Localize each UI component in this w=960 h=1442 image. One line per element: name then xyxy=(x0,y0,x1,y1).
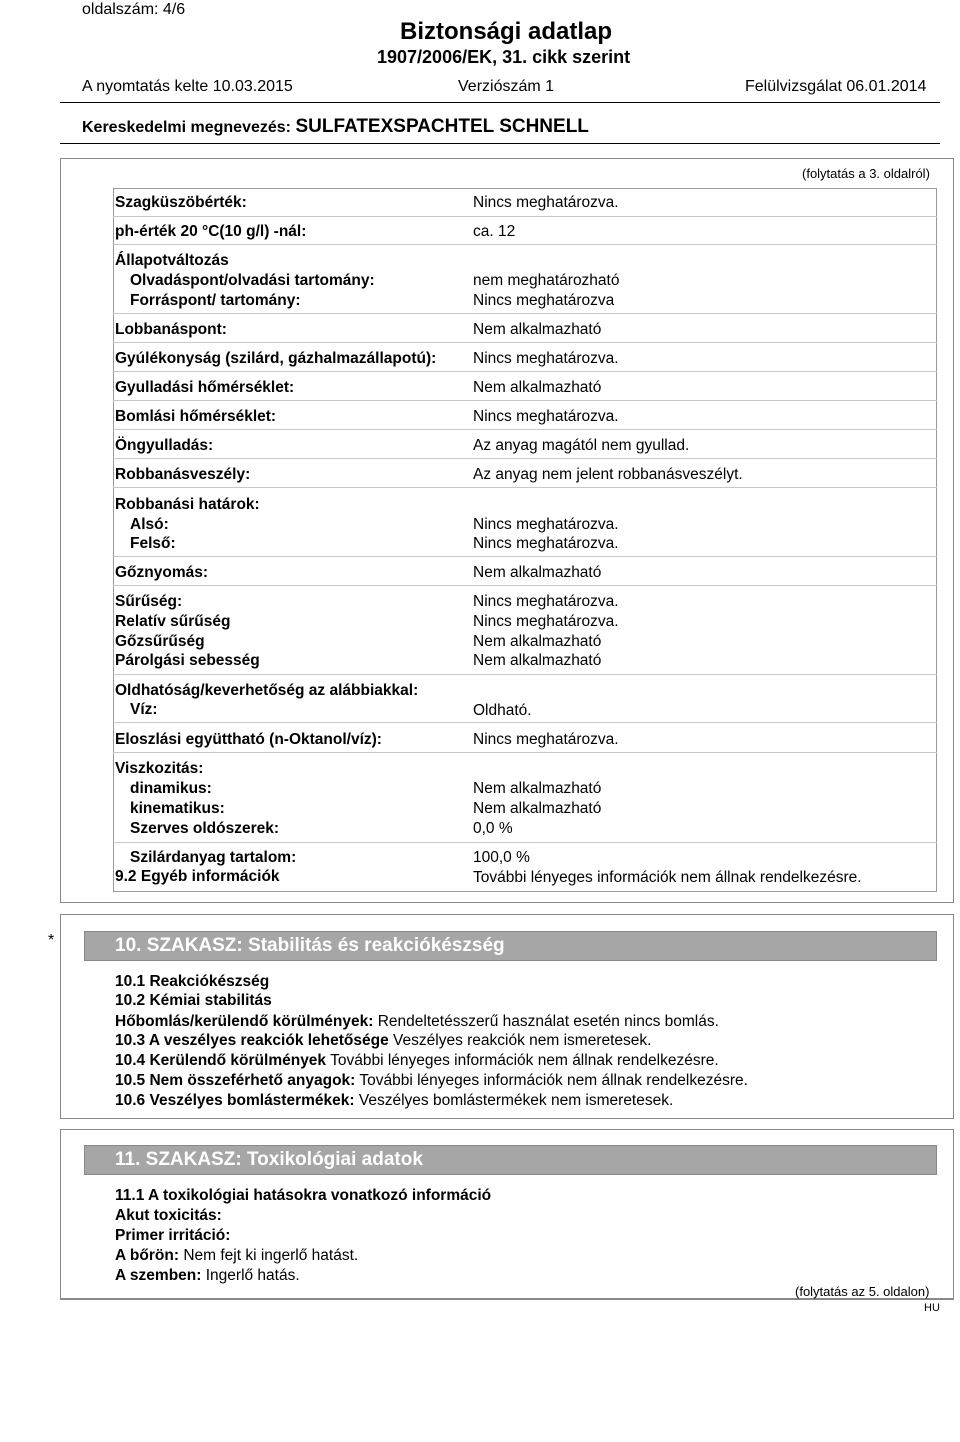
flash-point-value: Nem alkalmazható xyxy=(473,321,602,338)
explosion-limits-heading: Robbanási határok: xyxy=(115,496,260,513)
organic-solvents-label: Szerves oldószerek: xyxy=(130,820,280,837)
water-label: Víz: xyxy=(130,701,158,718)
divider xyxy=(113,722,937,723)
divider xyxy=(113,487,937,488)
acute-toxicity-heading: Akut toxicitás: xyxy=(115,1207,222,1224)
ph-label: ph-érték 20 °C(10 g/l) -nál: xyxy=(115,223,307,240)
upper-limit-value: Nincs meghatározva. xyxy=(473,535,619,552)
ignition-temp-label: Gyulladási hőmérséklet: xyxy=(115,379,295,396)
trade-divider xyxy=(60,143,940,144)
flammability-value: Nincs meghatározva. xyxy=(473,350,619,367)
divider xyxy=(113,371,937,372)
primary-irritation-heading: Primer irritáció: xyxy=(115,1227,231,1244)
skin-line xyxy=(115,1247,358,1265)
divider xyxy=(113,313,937,314)
divider xyxy=(113,585,937,586)
lower-limit-label: Alsó: xyxy=(130,516,169,533)
divider xyxy=(113,674,937,675)
solids-content-value: 100,0 % xyxy=(473,849,530,866)
header-divider xyxy=(60,102,940,103)
boiling-label: Forráspont/ tartomány: xyxy=(130,292,301,309)
trade-name-line xyxy=(82,116,589,138)
conditions-to-avoid-label: 10.4 Kerülendő körülmények xyxy=(115,1052,327,1069)
section-10-title: 10. SZAKASZ: Stabilitás és reakciókészség xyxy=(84,931,937,961)
odor-threshold-value: Nincs meghatározva. xyxy=(473,194,619,211)
decomposition-value: Rendeltetésszerű használat esetén nincs bomlás. xyxy=(377,1013,719,1030)
continued-from: (folytatás a 3. oldalról) xyxy=(802,166,930,181)
boiling-value: Nincs meghatározva xyxy=(473,292,615,309)
chemical-stability-heading: 10.2 Kémiai stabilitás xyxy=(115,992,272,1009)
hazardous-reactions-line xyxy=(115,1032,651,1050)
dynamic-viscosity-value: Nem alkalmazható xyxy=(473,780,602,797)
eye-line xyxy=(115,1267,300,1285)
divider xyxy=(113,244,937,245)
document-title: Biztonsági adatlap xyxy=(400,18,613,45)
vapor-pressure-value: Nem alkalmazható xyxy=(473,564,602,581)
relative-density-value: Nincs meghatározva. xyxy=(473,613,619,630)
odor-threshold-label: Szagküszöbérték: xyxy=(115,194,247,211)
flash-point-label: Lobbanáspont: xyxy=(115,321,227,338)
footer-divider xyxy=(60,1299,954,1300)
lower-limit-value: Nincs meghatározva. xyxy=(473,516,619,533)
decomposition-line xyxy=(115,1013,719,1031)
decomposition-products-line xyxy=(115,1092,673,1110)
language-code: HU xyxy=(924,1302,940,1314)
document-subtitle: 1907/2006/EK, 31. cikk szerint xyxy=(377,47,631,67)
eye-label: A szemben: xyxy=(115,1267,202,1284)
reactivity-heading: 10.1 Reakciókészség xyxy=(115,973,270,990)
skin-value: Nem fejt ki ingerlő hatást. xyxy=(183,1247,359,1264)
evaporation-rate-label: Párolgási sebesség xyxy=(115,652,260,669)
print-date: A nyomtatás kelte 10.03.2015 xyxy=(82,78,293,95)
melting-value: nem meghatározható xyxy=(473,272,620,289)
divider xyxy=(113,556,937,557)
incompatible-materials-value: További lényeges információk nem állnak rendelkezésre. xyxy=(359,1072,748,1089)
divider xyxy=(113,842,937,843)
self-ignition-label: Öngyulladás: xyxy=(115,437,214,454)
eye-value: Ingerlő hatás. xyxy=(205,1267,300,1284)
explosion-hazard-label: Robbanásveszély: xyxy=(115,466,251,483)
water-value: Oldható. xyxy=(473,702,532,719)
page-number: oldalszám: 4/6 xyxy=(82,1,186,18)
vapor-density-value: Nem alkalmazható xyxy=(473,633,602,650)
ph-value: ca. 12 xyxy=(473,223,516,240)
decomposition-temp-label: Bomlási hőmérséklet: xyxy=(115,408,277,425)
melting-label: Olvadáspont/olvadási tartomány: xyxy=(130,272,375,289)
continued-to: (folytatás az 5. oldalon) xyxy=(795,1284,930,1299)
density-label: Sűrűség: xyxy=(115,593,183,610)
section-11-title: 11. SZAKASZ: Toxikológiai adatok xyxy=(84,1145,937,1175)
divider xyxy=(113,400,937,401)
kinematic-viscosity-label: kinematikus: xyxy=(130,800,225,817)
decomposition-products-value: Veszélyes bomlástermékek nem ismeretesek. xyxy=(358,1092,674,1109)
version-number: Verziószám 1 xyxy=(458,78,555,95)
relative-density-label: Relatív sűrűség xyxy=(115,613,231,630)
hazardous-reactions-label: 10.3 A veszélyes reakciók lehetősége xyxy=(115,1032,389,1049)
conditions-to-avoid-line xyxy=(115,1052,719,1070)
decomposition-label: Hőbomlás/kerülendő körülmények: xyxy=(115,1013,374,1030)
state-change-heading: Állapotváltozás xyxy=(115,252,229,269)
divider xyxy=(113,429,937,430)
solubility-heading: Oldhatóság/keverhetőség az alábbiakkal: xyxy=(115,682,419,699)
revision-date: Felülvizsgálat 06.01.2014 xyxy=(745,78,927,95)
incompatible-materials-label: 10.5 Nem összeférhető anyagok: xyxy=(115,1072,356,1089)
self-ignition-value: Az anyag magától nem gyullad. xyxy=(473,437,690,454)
partition-coefficient-label: Eloszlási együttható (n-Oktanol/víz): xyxy=(115,731,382,748)
explosion-hazard-value: Az anyag nem jelent robbanásveszélyt. xyxy=(473,466,743,483)
partition-coefficient-value: Nincs meghatározva. xyxy=(473,731,619,748)
other-info-value: További lényeges információk nem állnak rendelkezésre. xyxy=(473,869,862,886)
dynamic-viscosity-label: dinamikus: xyxy=(130,780,212,797)
hazardous-reactions-value: Veszélyes reakciók nem ismeretesek. xyxy=(393,1032,652,1049)
divider xyxy=(113,342,937,343)
toxicology-info-heading: 11.1 A toxikológiai hatásokra vonatkozó információ xyxy=(115,1187,492,1204)
vapor-density-label: Gőzsűrűség xyxy=(115,633,205,650)
vapor-pressure-label: Gőznyomás: xyxy=(115,564,209,581)
density-value: Nincs meghatározva. xyxy=(473,593,619,610)
change-marker: * xyxy=(48,932,55,949)
divider xyxy=(113,216,937,217)
flammability-label: Gyúlékonyság (szilárd, gázhalmazállapotú): xyxy=(115,350,437,367)
ignition-temp-value: Nem alkalmazható xyxy=(473,379,602,396)
kinematic-viscosity-value: Nem alkalmazható xyxy=(473,800,602,817)
conditions-to-avoid-value: További lényeges információk nem állnak rendelkezésre. xyxy=(330,1052,719,1069)
solids-content-label: Szilárdanyag tartalom: xyxy=(130,849,297,866)
skin-label: A bőrön: xyxy=(115,1247,179,1264)
upper-limit-label: Felső: xyxy=(130,535,176,552)
decomposition-temp-value: Nincs meghatározva. xyxy=(473,408,619,425)
decomposition-products-label: 10.6 Veszélyes bomlástermékek: xyxy=(115,1092,355,1109)
viscosity-heading: Viszkozitás: xyxy=(115,760,204,777)
organic-solvents-value: 0,0 % xyxy=(473,820,513,837)
other-info-label: 9.2 Egyéb információk xyxy=(115,868,280,885)
divider xyxy=(113,458,937,459)
evaporation-rate-value: Nem alkalmazható xyxy=(473,652,602,669)
incompatible-materials-line xyxy=(115,1072,748,1090)
divider xyxy=(113,752,937,753)
trade-name: SULFATEXSPACHTEL SCHNELL xyxy=(295,116,589,137)
trade-name-label: Kereskedelmi megnevezés: xyxy=(82,119,291,136)
